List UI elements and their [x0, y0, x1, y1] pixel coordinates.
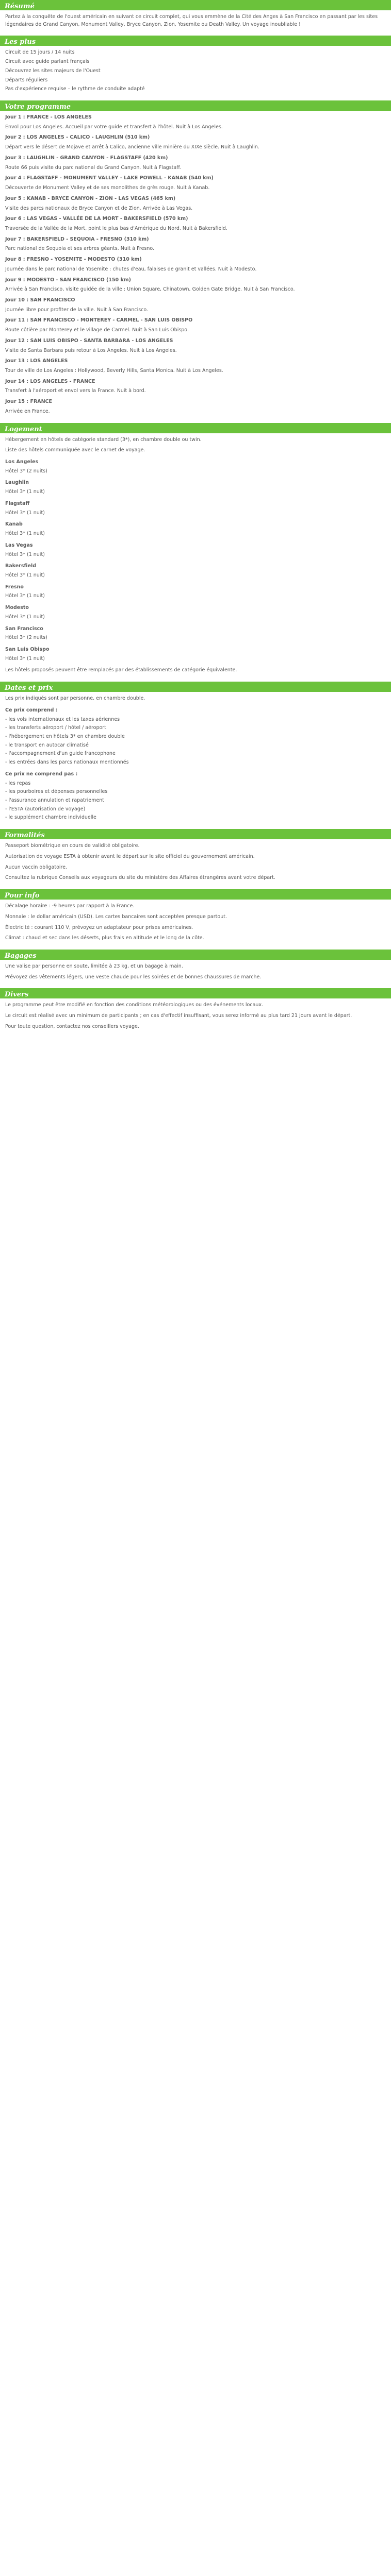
plus-section	[5, 36, 386, 93]
day-entry	[5, 337, 386, 354]
formalites-text: Passeport biométrique en cours de validité obligatoire.	[5, 843, 140, 849]
day-text: Départ vers le désert de Mojave et arrêt à Calico, ancienne ville minière du XIXe siècle. Nuit à Laughlin.	[5, 144, 259, 150]
infos-text: Décalage horaire : -9 heures par rapport à la France.	[5, 903, 135, 909]
hotel-text: Hôtel 3* (1 nuit)	[5, 531, 45, 537]
section-title-plus: Les plus	[0, 36, 391, 46]
hotel-entry	[5, 500, 386, 517]
page	[0, 0, 391, 1054]
day-heading: Jour 1 : FRANCE - LOS ANGELES	[5, 114, 92, 121]
plus-line: Découvrez les sites majeurs de l'Ouest	[5, 67, 101, 74]
section-title-bagages: Bagages	[0, 950, 391, 960]
section-title-resume: Résumé	[0, 0, 391, 10]
day-text: Traversée de la Vallée de la Mort, point le plus bas d'Amérique du Nord. Nuit à Bakersfield.	[5, 225, 227, 231]
day-entry	[5, 256, 386, 273]
section-title-logement: Logement	[0, 423, 391, 433]
day-text: Journée libre pour profiter de la ville. Nuit à San Francisco.	[5, 307, 149, 313]
day-entry	[5, 155, 386, 172]
day-entry	[5, 195, 386, 212]
day-text: Arrivée à San Francisco, visite guidée de la ville : Union Square, Chinatown, Golden Gate Bridge. Nuit à San Francisco.	[5, 286, 295, 293]
hotel-entry	[5, 459, 386, 475]
divers-text: Le circuit est réalisé avec un minimum de participants ; en cas d'effectif insuffisant, vous serez informé au plus tard 21 jours avant le départ.	[5, 1013, 352, 1019]
divers-text: Le programme peut être modifié en fonction des conditions météorologiques ou des événements locaux.	[5, 1002, 264, 1008]
hotel-text: Hôtel 3* (1 nuit)	[5, 655, 45, 662]
included-item: - les transferts aéroport / hôtel / aéroport	[5, 725, 106, 731]
infos-section	[5, 889, 386, 942]
section-title-formalites: Formalités	[0, 829, 391, 839]
programme-section	[5, 100, 386, 416]
hotel-entry	[5, 521, 386, 537]
section-title-infos: Pour info	[0, 889, 391, 900]
section-title-programme: Votre programme	[0, 100, 391, 111]
day-text: Tour de ville de Los Angeles : Hollywood, Beverly Hills, Santa Monica. Nuit à Los Angeles.	[5, 368, 223, 374]
day-heading: Jour 15 : FRANCE	[5, 399, 53, 405]
day-entry	[5, 277, 386, 294]
excluded-item: - l'assurance annulation et rapatriement	[5, 798, 104, 804]
hotel-entry	[5, 604, 386, 621]
hotel-city: Fresno	[5, 584, 24, 590]
infos-text: Climat : chaud et sec dans les déserts, plus frais en altitude et le long de la côte.	[5, 935, 204, 941]
excluded-item: - l'ESTA (autorisation de voyage)	[5, 806, 86, 812]
day-entry	[5, 378, 386, 395]
hotel-city: San Francisco	[5, 625, 43, 632]
hotel-entry	[5, 584, 386, 600]
logement-text: Hébergement en hôtels de catégorie standard (3*), en chambre double ou twin.	[5, 436, 202, 443]
excluded-heading: Ce prix ne comprend pas :	[5, 771, 78, 777]
hotel-text: Hôtel 3* (2 nuits)	[5, 468, 47, 474]
hotel-entry	[5, 542, 386, 558]
hotel-city: Los Angeles	[5, 459, 39, 465]
resume-section	[5, 0, 386, 28]
hotel-city: San Luis Obispo	[5, 646, 50, 652]
divers-section	[5, 988, 386, 1030]
day-text: Route 66 puis visite du parc national du Grand Canyon. Nuit à Flagstaff.	[5, 164, 182, 171]
logement-note: Les hôtels proposés peuvent être remplacés par des établissements de catégorie équivalente.	[5, 667, 237, 673]
hotel-city: Modesto	[5, 605, 29, 611]
excluded-item: - les pourboires et dépenses personnelles	[5, 789, 108, 795]
dates-intro: Les prix indiqués sont par personne, en chambre double.	[5, 696, 145, 702]
hotel-text: Hôtel 3* (1 nuit)	[5, 510, 45, 516]
day-text: Arrivée en France.	[5, 408, 50, 414]
hotel-text: Hôtel 3* (1 nuit)	[5, 551, 45, 557]
hotel-entry	[5, 563, 386, 579]
excluded-list	[5, 780, 386, 822]
included-item: - les entrées dans les parcs nationaux mentionnés	[5, 759, 129, 766]
included-item: - le transport en autocar climatisé	[5, 742, 89, 748]
plus-line: Circuit avec guide parlant français	[5, 59, 90, 65]
day-entry	[5, 114, 386, 131]
hotel-text: Hôtel 3* (1 nuit)	[5, 489, 45, 495]
formalites-text: Consultez la rubrique Conseils aux voyageurs du site du ministère des Affaires étrangères avant votre départ.	[5, 875, 275, 881]
excluded-item: - le supplément chambre individuelle	[5, 815, 96, 821]
formalites-section	[5, 829, 386, 882]
logement-section	[5, 423, 386, 675]
plus-line: Départs réguliers	[5, 77, 48, 83]
day-heading: Jour 8 : FRESNO - YOSEMITE - MODESTO (310 km)	[5, 257, 142, 263]
day-entry	[5, 236, 386, 253]
hotel-entry	[5, 646, 386, 663]
divers-text: Pour toute question, contactez nos conseillers voyage.	[5, 1023, 139, 1029]
hotel-city: Laughlin	[5, 480, 29, 486]
day-text: Route côtière par Monterey et le village de Carmel. Nuit à San Luis Obispo.	[5, 327, 189, 333]
plus-line: Circuit de 15 jours / 14 nuits	[5, 49, 75, 56]
dates-section	[5, 682, 386, 822]
formalites-text: Autorisation de voyage ESTA à obtenir avant le départ sur le site officiel du gouvernement américain.	[5, 853, 255, 859]
logement-text: Liste des hôtels communiquée avec le carnet de voyage.	[5, 447, 145, 453]
day-heading: Jour 4 : FLAGSTAFF - MONUMENT VALLEY - LAKE POWELL - KANAB (540 km)	[5, 175, 214, 181]
included-item: - les vols internationaux et les taxes aériennes	[5, 716, 120, 722]
infos-text: Monnaie : le dollar américain (USD). Les cartes bancaires sont acceptées presque partout.	[5, 913, 227, 920]
day-text: Découverte de Monument Valley et de ses monolithes de grès rouge. Nuit à Kanab.	[5, 185, 210, 191]
hotel-entry	[5, 479, 386, 496]
day-heading: Jour 13 : LOS ANGELES	[5, 358, 68, 364]
hotel-city: Kanab	[5, 521, 23, 528]
day-heading: Jour 9 : MODESTO - SAN FRANCISCO (150 km)	[5, 277, 132, 283]
day-heading: Jour 2 : LOS ANGELES - CALICO - LAUGHLIN (510 km)	[5, 134, 150, 141]
resume-text: Partez à la conquête de l'ouest américain en suivant ce circuit complet, qui vous emmène de la Cité des Anges à San Francisco en passant par les sites légendaires de Grand Canyon, Monument Valley, Bryce Canyon, Zion, Yosemite ou Death Valley. Un voyage inoubliable !	[5, 14, 378, 27]
day-text: Visite des parcs nationaux de Bryce Canyon et de Zion. Arrivée à Las Vegas.	[5, 205, 193, 211]
day-entry	[5, 398, 386, 415]
bagages-text: Prévoyez des vêtements légers, une veste chaude pour les soirées et de bonnes chaussures de marche.	[5, 974, 262, 980]
bagages-text: Une valise par personne en soute, limitée à 23 kg, et un bagage à main.	[5, 963, 183, 969]
day-text: Parc national de Sequoia et ses arbres géants. Nuit à Fresno.	[5, 246, 155, 252]
day-heading: Jour 12 : SAN LUIS OBISPO - SANTA BARBARA - LOS ANGELES	[5, 337, 173, 344]
day-text: Journée dans le parc national de Yosemite : chutes d'eau, falaises de granit et vallées. Nuit à Modesto.	[5, 266, 257, 272]
day-entry	[5, 297, 386, 314]
day-heading: Jour 10 : SAN FRANCISCO	[5, 297, 75, 303]
day-text: Visite de Santa Barbara puis retour à Los Angeles. Nuit à Los Angeles.	[5, 347, 177, 353]
hotel-entry	[5, 625, 386, 642]
formalites-text: Aucun vaccin obligatoire.	[5, 864, 68, 870]
plus-line: Pas d'expérience requise – le rythme de conduite adapté	[5, 86, 145, 92]
day-entry	[5, 175, 386, 192]
included-heading: Ce prix comprend :	[5, 707, 58, 713]
hotel-text: Hôtel 3* (1 nuit)	[5, 572, 45, 578]
bagages-section	[5, 950, 386, 981]
day-entry	[5, 358, 386, 375]
hotel-text: Hôtel 3* (1 nuit)	[5, 614, 45, 620]
day-heading: Jour 11 : SAN FRANCISCO - MONTEREY - CARMEL - SAN LUIS OBISPO	[5, 317, 193, 324]
included-list	[5, 716, 386, 767]
day-text: Envol pour Los Angeles. Accueil par votre guide et transfert à l'hôtel. Nuit à Los Angeles.	[5, 124, 223, 130]
day-heading: Jour 6 : LAS VEGAS - VALLÉE DE LA MORT - BAKERSFIELD (570 km)	[5, 216, 188, 222]
hotel-text: Hôtel 3* (2 nuits)	[5, 635, 47, 641]
hotel-city: Flagstaff	[5, 500, 30, 506]
included-item: - l'hébergement en hôtels 3* en chambre double	[5, 734, 125, 739]
day-heading: Jour 3 : LAUGHLIN - GRAND CANYON - FLAGSTAFF (420 km)	[5, 155, 168, 161]
day-heading: Jour 7 : BAKERSFIELD - SEQUOIA - FRESNO (310 km)	[5, 236, 149, 242]
day-text: Transfert à l'aéroport et envol vers la France. Nuit à bord.	[5, 388, 146, 394]
day-heading: Jour 5 : KANAB - BRYCE CANYON - ZION - LAS VEGAS (465 km)	[5, 195, 176, 201]
day-entry	[5, 215, 386, 232]
section-title-divers: Divers	[0, 988, 391, 998]
hotel-city: Las Vegas	[5, 542, 33, 548]
day-entry	[5, 134, 386, 151]
day-heading: Jour 14 : LOS ANGELES - FRANCE	[5, 378, 95, 384]
hotel-text: Hôtel 3* (1 nuit)	[5, 593, 45, 599]
included-item: - l'accompagnement d'un guide francophone	[5, 751, 116, 757]
day-entry	[5, 317, 386, 334]
section-title-dates: Dates et prix	[0, 682, 391, 692]
excluded-item: - les repas	[5, 780, 31, 786]
hotel-city: Bakersfield	[5, 563, 37, 569]
infos-text: Électricité : courant 110 V, prévoyez un adaptateur pour prises américaines.	[5, 924, 193, 930]
